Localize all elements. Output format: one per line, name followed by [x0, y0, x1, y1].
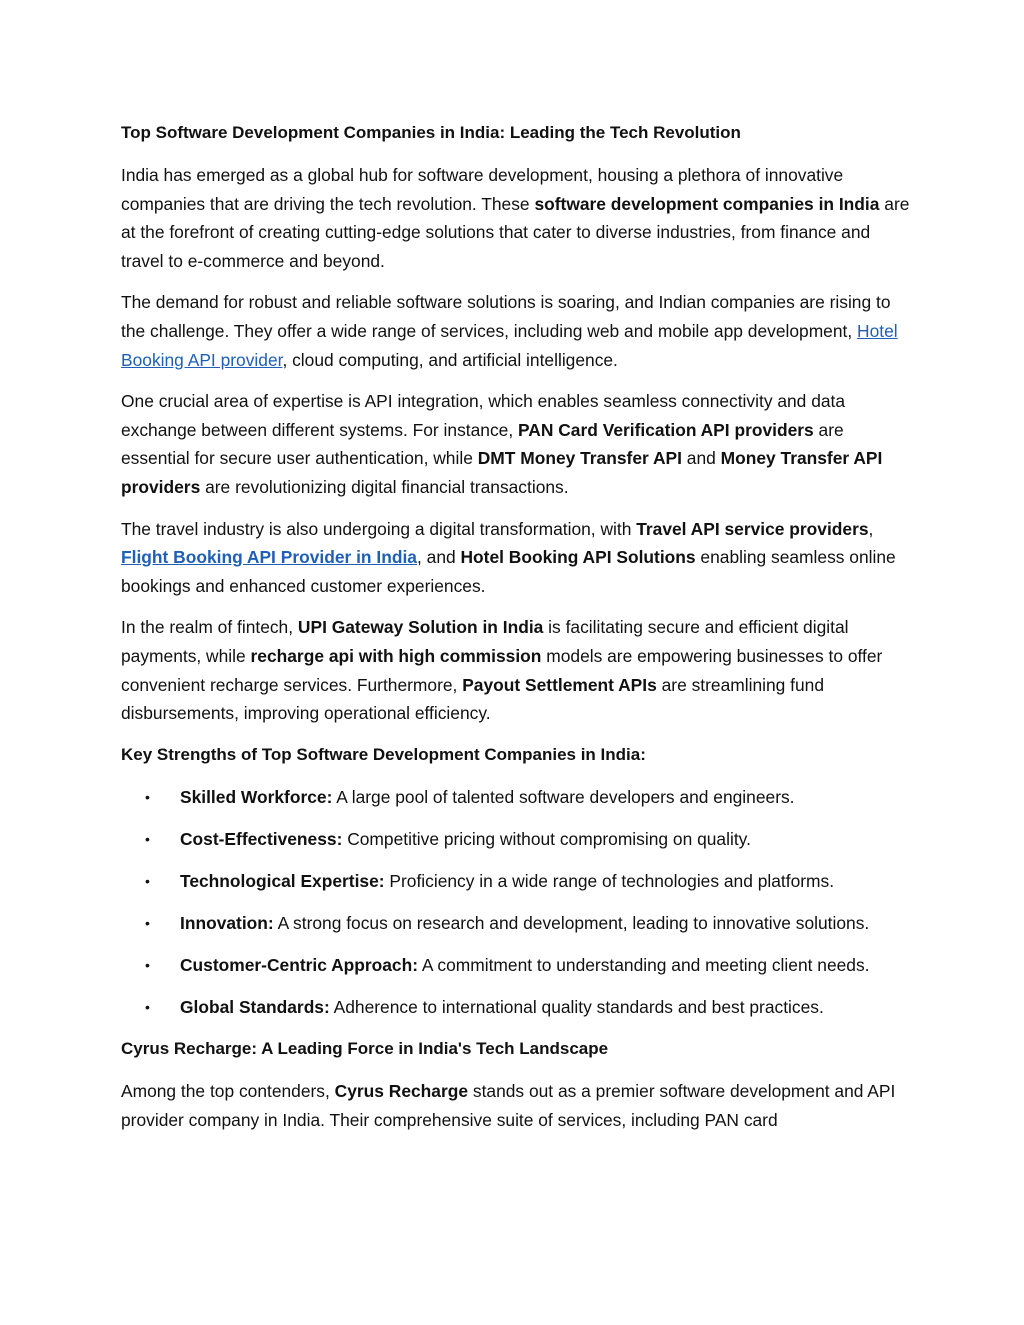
text-span: , [868, 518, 874, 539]
strength-label: Global Standards: [180, 997, 330, 1018]
bullet-icon: • [145, 914, 150, 931]
text-span: stands out as a premier software development and API provider company in India. Their comprehensive suite of services, including PAN card [121, 1081, 896, 1130]
text-span: are essential for secure user authentication, while [121, 419, 844, 469]
text-span: India has emerged as a global hub for software development, housing a plethora of innovative companies that are driving the tech revolution. These [121, 165, 844, 214]
list-item [121, 825, 911, 854]
strength-text: A strong focus on research and development, leading to innovative solutions. [273, 912, 870, 933]
services-paragraph [121, 288, 911, 374]
text-span: , cloud computing, and artificial intelligence. [282, 349, 618, 370]
intro-paragraph [121, 161, 911, 275]
bullet-icon: • [145, 830, 150, 847]
bold-term: Travel API service providers [636, 518, 869, 539]
bold-term: recharge api with high commission [250, 645, 542, 666]
text-span: In the realm of fintech, [121, 617, 298, 638]
strength-text: A large pool of talented software developers and engineers. [332, 786, 795, 807]
strengths-list [121, 783, 911, 1022]
bold-term: PAN Card Verification API providers [517, 419, 814, 440]
document-page [121, 119, 911, 1147]
bold-term: software development companies in India [534, 193, 880, 214]
bold-term: UPI Gateway Solution in India [297, 617, 544, 638]
list-item [121, 783, 911, 812]
strength-label: Customer-Centric Approach: [180, 955, 419, 976]
text-span: The demand for robust and reliable software solutions is soaring, and Indian companies are rising to the challenge. They offer a wide range of services, including web and mobile app development, [121, 292, 891, 341]
fintech-paragraph [121, 613, 911, 727]
strength-text: A commitment to understanding and meeting client needs. [418, 955, 870, 976]
text-span: enabling seamless online bookings and enhanced customer experiences. [121, 547, 896, 596]
strength-label: Cost-Effectiveness: [180, 828, 343, 849]
text-span: are at the forefront of creating cutting-edge solutions that cater to diverse industries, from finance and travel to e-commerce and beyond. [121, 193, 910, 271]
flight-booking-api-link[interactable]: Flight Booking API Provider in India [121, 547, 417, 568]
text-span: The travel industry is also undergoing a digital transformation, with [121, 518, 637, 539]
strength-label: Innovation: [180, 912, 274, 933]
text-span: Among the top contenders, [121, 1081, 335, 1102]
text-span: One crucial area of expertise is API integration, which enables seamless connectivity and data exchange between different systems. For instance, [121, 391, 846, 440]
text-span: is facilitating secure and efficient digital payments, while [121, 617, 849, 666]
cyrus-paragraph [121, 1077, 911, 1134]
text-span: and [681, 448, 721, 469]
list-item [121, 909, 911, 938]
travel-paragraph [121, 515, 911, 601]
strength-text: Proficiency in a wide range of technologies and platforms. [384, 870, 835, 891]
strength-label: Skilled Workforce: [180, 786, 333, 807]
bullet-icon: • [145, 872, 150, 889]
list-item [121, 993, 911, 1022]
strength-text: Competitive pricing without compromising on quality. [342, 828, 751, 849]
strength-text: Adherence to international quality standards and best practices. [329, 997, 824, 1018]
text-span: models are empowering businesses to offer convenient recharge services. Furthermore, [121, 645, 883, 695]
bullet-icon: • [145, 788, 150, 805]
api-integration-paragraph [121, 387, 911, 501]
bold-term: Money Transfer API providers [121, 448, 883, 497]
text-span: , and [416, 547, 461, 568]
bold-term: Cyrus Recharge [334, 1081, 469, 1102]
bold-term: Payout Settlement APIs [462, 674, 657, 695]
list-item [121, 951, 911, 980]
hotel-booking-api-link[interactable]: Hotel Booking API provider [121, 320, 898, 370]
page-title: Top Software Development Companies in India: Leading the Tech Revolution [121, 123, 741, 142]
cyrus-heading: Cyrus Recharge: A Leading Force in India's Tech Landscape [121, 1039, 609, 1059]
bullet-icon: • [145, 957, 150, 974]
bullet-icon: • [145, 999, 150, 1016]
bold-term: Hotel Booking API Solutions [460, 547, 696, 568]
strength-label: Technological Expertise: [180, 870, 385, 891]
bold-term: DMT Money Transfer API [477, 448, 682, 469]
list-item [121, 867, 911, 896]
strengths-heading: Key Strengths of Top Software Development Companies in India: [121, 744, 646, 764]
text-span: are revolutionizing digital financial transactions. [200, 476, 569, 497]
text-span: are streamlining fund disbursements, improving operational efficiency. [121, 674, 825, 724]
